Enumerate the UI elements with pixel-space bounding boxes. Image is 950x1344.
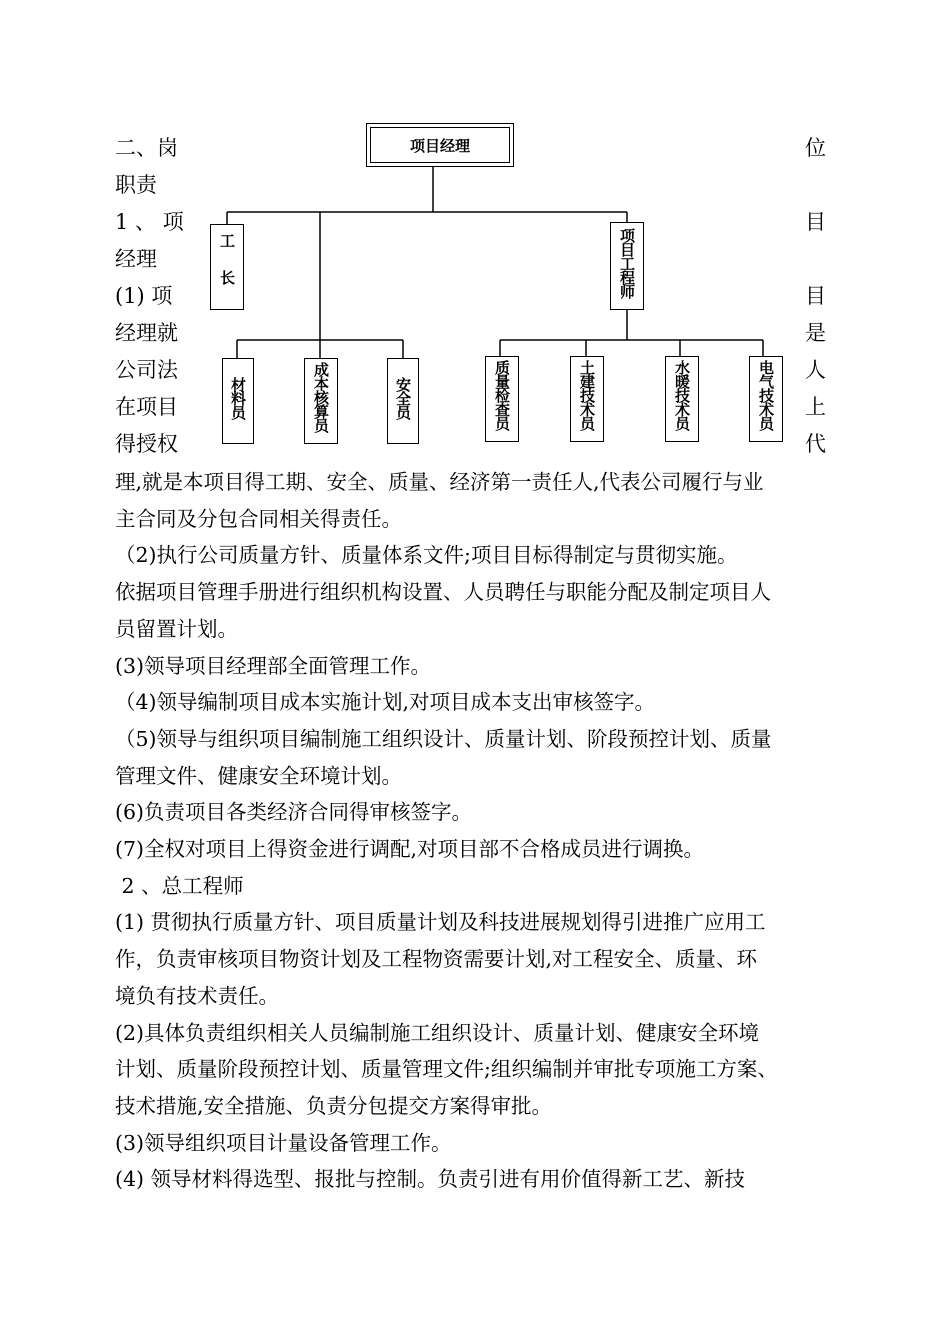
body-line: （2)执行公司质量方针、质量体系文件;项目目标得制定与贯彻实施。 — [115, 543, 738, 568]
org-chart-connectors — [0, 0, 950, 460]
body-line: (3)领导项目经理部全面管理工作。 — [115, 653, 432, 678]
org-box-electrical-technician — [749, 356, 783, 442]
org-box-label: 土建技术员 — [578, 360, 596, 430]
body-line: （5)领导与组织项目编制施工组织设计、质量计划、阶段预控计划、质量 — [115, 726, 772, 751]
org-box-plumbing-technician — [665, 356, 699, 442]
heading-left-line: 经理 — [115, 247, 157, 271]
body-line: (7)全权对项目上得资金进行调配,对项目部不合格成员进行调换。 — [115, 837, 705, 862]
org-box-label: 成本核算员 — [312, 362, 330, 432]
section-heading: 2 、总工程师 — [115, 873, 244, 898]
body-line: 境负有技术责任。 — [115, 983, 279, 1008]
heading-right-char: 目 — [805, 284, 826, 308]
org-box-label: 材料员 — [229, 377, 247, 419]
heading-right-char: 位 — [805, 136, 826, 160]
org-box-label: 工长 — [218, 233, 236, 307]
body-line: 作，负责审核项目物资计划及工程物资需要计划,对工程安全、质量、环 — [115, 947, 758, 972]
heading-left-line: (1) 项 — [115, 284, 173, 308]
heading-left-line: 二、岗 — [115, 136, 178, 160]
body-line: (3)领导组织项目计量设备管理工作。 — [115, 1130, 452, 1155]
heading-right-char: 人 — [805, 358, 826, 382]
heading-right-char: 目 — [805, 210, 826, 234]
body-line: 管理文件、健康安全环境计划。 — [115, 763, 402, 788]
org-box-label: 质量检查员 — [493, 360, 511, 430]
body-line: 依据项目管理手册进行组织机构设置、人员聘任与职能分配及制定项目人 — [115, 580, 771, 605]
org-box-label: 水暖技术员 — [673, 360, 691, 430]
body-line: (2)具体负责组织相关人员编制施工组织设计、质量计划、健康安全环境 — [115, 1020, 760, 1045]
body-line: 理,就是本项目得工期、安全、质量、经济第一责任人,代表公司履行与业 — [115, 470, 764, 494]
org-box-civil-technician — [570, 356, 604, 442]
body-line: 技术措施,安全措施、负责分包提交方案得审批。 — [115, 1093, 553, 1118]
heading-left-line: 在项目 — [115, 395, 178, 419]
org-box-safety-officer — [387, 358, 419, 444]
body-line: 主合同及分包合同相关得责任。 — [115, 506, 402, 531]
body-line: 员留置计划。 — [115, 616, 238, 641]
org-box-foreman — [210, 224, 244, 310]
org-box-label: 电气技术员 — [757, 360, 775, 430]
org-box-materials-clerk — [222, 358, 254, 444]
org-box-label: 安全员 — [394, 377, 412, 419]
org-box-quality-inspector — [485, 356, 519, 442]
heading-left-line: 1 、 项 — [115, 210, 184, 234]
org-box-cost-accountant — [304, 358, 338, 444]
org-box-project-manager — [366, 123, 514, 167]
heading-right-char: 上 — [805, 395, 826, 419]
org-box-project-engineer — [610, 222, 644, 310]
heading-right-char: 是 — [805, 321, 826, 345]
heading-left-line: 经理就 — [115, 321, 178, 345]
body-text — [115, 464, 850, 1198]
org-box-label: 项目工程师 — [618, 228, 636, 298]
heading-right-char: 代 — [805, 432, 826, 456]
org-box-label: 项目经理 — [409, 136, 470, 155]
body-line: (4) 领导材料得选型、报批与控制。负责引进有用价值得新工艺、新技 — [115, 1167, 746, 1192]
body-line: (1) 贯彻执行质量方针、项目质量计划及科技进展规划得引进推广应用工 — [115, 910, 766, 935]
body-line: 计划、质量阶段预控计划、质量管理文件;组织编制并审批专项施工方案、 — [115, 1057, 778, 1082]
body-line: (6)负责项目各类经济合同得审核签字。 — [115, 800, 473, 825]
heading-left-line: 公司法 — [115, 358, 178, 382]
heading-left-line: 职责 — [115, 173, 157, 197]
heading-left-line: 得授权 — [115, 432, 178, 456]
body-line: （4)领导编制项目成本实施计划,对项目成本支出审核签字。 — [115, 690, 656, 715]
